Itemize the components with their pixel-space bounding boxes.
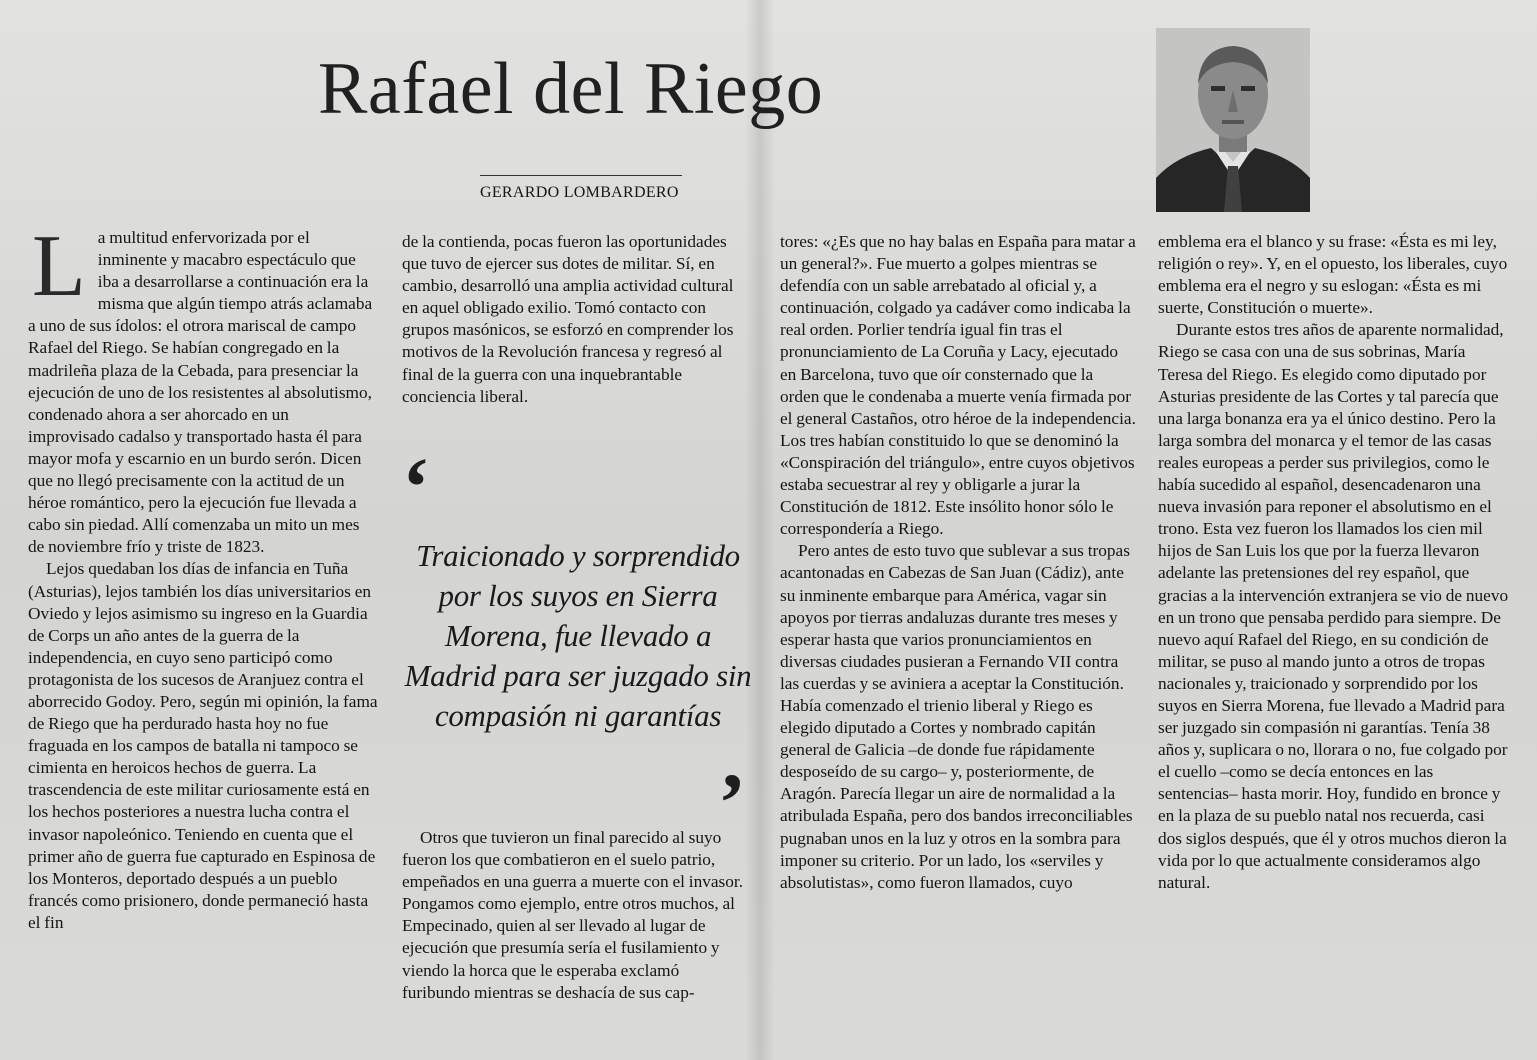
open-quote-icon: ‘ (402, 441, 430, 534)
byline-rule (480, 175, 682, 176)
paragraph: tores: «¿Es que no hay balas en España para matar a un general?». Fue muerto a golpes mientras se defendía con un sable arrebatado al oficial y, a continuación, colgado ya cadáver como indicaba la real orden. Porlier tendría igual fin tras el pronunciamiento de La Coruña y Lacy, ejecutado en Barcelona, tuvo que oír consternado que la orden que le condenaba a muerte venía firmada por el general Castaños, otro héroe de la independencia. Los tres habían constituido lo que se denominó la «Conspiración del triángulo», entre cuyos objetivos estaba secuestrar al rey y obligarle a jurar la Constitución de 1812. Este insólito honor sólo le correspondería a Riego. (780, 232, 1136, 539)
article-column-1 (28, 218, 378, 934)
paragraph: Durante estos tres años de aparente normalidad, Riego se casa con una de sus sobrinas, María Teresa del Riego. Es elegido como diputado por Asturias presidente de las Cortes y tal parecía que una larga bonanza era ya el único destino. Pero la larga sombra del monarca y el temor de las casas reales europeas a perder sus privilegios, como le había sucedido al español, desencadenaron una nueva invasión para reponer el absolutismo en el trono. Esta vez fueron los llamados los cien mil hijos de San Luis los que por la fuerza llevaron adelante las pretensiones del rey español, que gracias a la intervención extranjera se vio de nuevo en un trono que pensaba perdido para siempre. De nuevo aquí Rafael del Riego, en su condición de militar, se puso al mando junto a otros de tropas nacionales y, traicionado y sorprendido por los suyos en Sierra Morena, fue llevado a Madrid para ser juzgado sin compasión ni garantías. Tenía 38 años y, suplicara o no, llorara o no, fue colgado por el cuello –como se decía entonces en las sentencias– hasta morir. Hoy, fundido en bronce y en la plaza de su pueblo natal nos recuerda, casi dos siglos después, que él y otros muchos dieron la vida por lo que actualmente consideramos algo natural. (1158, 320, 1509, 892)
paragraph: a multitud enfervorizada por el inminente y macabro espectáculo que iba a desarrollarse a continuación era la misma que algún tiempo atrás aclamaba a uno de sus ídolos: el otrora mariscal de campo Rafael del Riego. Se habían congregado en la madrileña plaza de la Cebada, para presenciar la ejecución de uno de los resistentes al absolutismo, condenado ahora a ser ahorcado en un improvisado cadalso y transportado hasta él para mayor mofa y escarnio en un burdo serón. Dicen que no llegó precisamente con la actitud de un héroe romántico, pero la ejecución fue llevada a cabo sin piedad. Allí comenzaba un mito un mes de noviembre frío y triste de 1823. (28, 228, 373, 557)
drop-cap: L (32, 218, 86, 315)
portrait-icon (1156, 28, 1310, 212)
article-column-4 (1158, 231, 1510, 894)
author-portrait-photo (1156, 28, 1310, 212)
paragraph: Otros que tuvieron un final parecido al suyo fueron los que combatieron en el suelo patrio, empeñados en una guerra a muerte con el invasor. Pongamos como ejemplo, entre otros muchos, al Empecinado, quien al ser llevado al lugar de ejecución que presumía sería el fusilamiento y viendo la horca que le esperaba exclamó furibundo mientras se deshacía de sus cap- (402, 828, 744, 1002)
close-quote-icon: ’ (718, 757, 746, 850)
article-column-2-top (402, 231, 748, 408)
article-column-2-bottom (402, 827, 748, 1004)
paragraph: Lejos quedaban los días de infancia en Tuña (Asturias), lejos también los días universitarios en Oviedo y lejos asimismo su ingreso en la Guardia de Corps un año antes de la guerra de la independencia, en cuyo seno participó como protagonista de los sucesos de Aranjuez contra el aborrecido Godoy. Pero, según mi opinión, la fama de Riego que ha perdurado hasta hoy no fue fraguada en los campos de batalla ni tampoco se cimienta en heroicos hechos de guerra. La trascendencia de este militar curiosamente está en los hechos posteriores a nuestra lucha contra el invasor napoleónico. Teniendo en cuenta que el primer año de guerra fue capturado en Espinosa de los Monteros, deportado después a un pueblo francés como prisionero, donde permaneció hasta el fin (28, 559, 378, 932)
article-column-3 (780, 231, 1136, 894)
paragraph: emblema era el blanco y su frase: «Ésta es mi ley, religión o rey». Y, en el opuesto, los liberales, cuyo emblema era el negro y su eslogan: «Ésta es mi suerte, Constitución o muerte». (1158, 232, 1508, 318)
article-title: Rafael del Riego (318, 48, 824, 130)
paragraph: de la contienda, pocas fueron las oportunidades que tuvo de ejercer sus dotes de militar. Sí, en cambio, desarrolló una amplia actividad cultural en aquel obligado exilio. Tomó contacto con grupos masónicos, se esforzó en comprender los motivos de la Revolución francesa y regresó al final de la guerra con una inquebrantable conciencia liberal. (402, 232, 734, 406)
pull-quote: Traicionado y sorprendido por los suyos en Sierra Morena, fue llevado a Madrid para ser juzgado sin compasión ni garantías (404, 538, 752, 733)
paragraph: Pero antes de esto tuvo que sublevar a sus tropas acantonadas en Cabezas de San Juan (Cádiz), ante su inminente embarque para América, vagar sin apoyos por tierras andaluzas durante tres meses y esperar hasta que varios pronunciamientos en diversas ciudades pusieran a Fernando VII contra las cuerdas y se aviniera a aceptar la Constitución. Había comenzado el trienio liberal y Riego es elegido diputado a Cortes y nombrado capitán general de Galicia –de donde fue rápidamente desposeído de su cargo– y, posteriormente, de Aragón. Parecía llegar un aire de normalidad a la atribulada España, pero dos bandos irreconciliables pugnaban unos en la luz y otros en la sombra para imponer su criterio. Por un lado, los «serviles y absolutistas», como fueron llamados, cuyo (780, 541, 1133, 892)
author-byline: GERARDO LOMBARDERO (480, 184, 679, 201)
